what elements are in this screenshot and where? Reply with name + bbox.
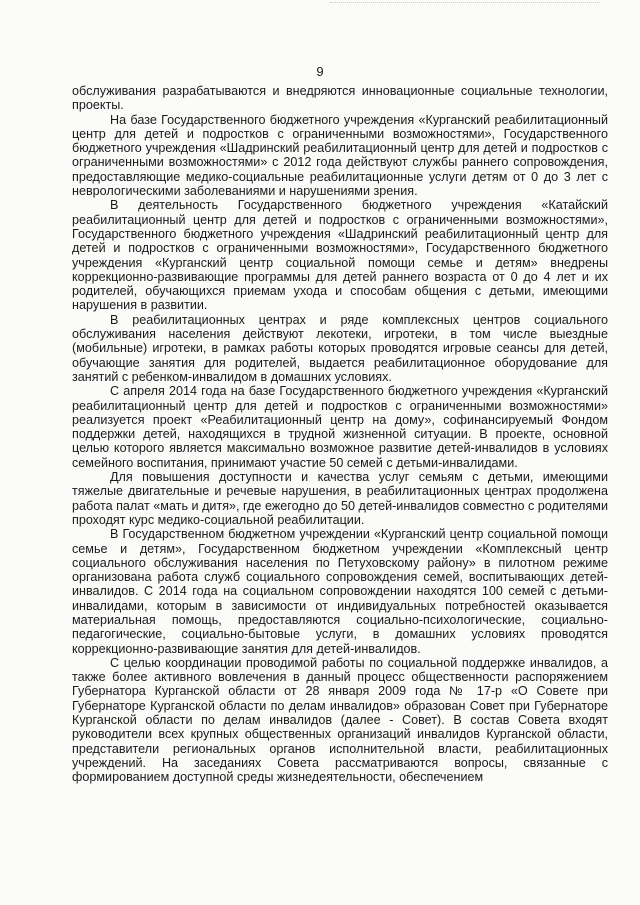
paragraph-3: В деятельность Государственного бюджетного учреждения «Катайский реабилитационный центр для детей и подростков с ограниченными возможностями», Государственного бюджетного учреждения «Шадринский реабилитационный центр для детей и подростков с ограниченными возможностями», Государственного бюджетного учреждения «Курганский центр социальной помощи семье и детям» внедрены коррекционно-развивающие программы для детей раннего возраста от 0 до 4 лет и их родителей, обучающихся приемам ухода и способам общения с детьми, имеющими нарушения в развитии. <box>72 198 608 313</box>
paragraph-7: В Государственном бюджетном учреждении «Курганский центр социальной помощи семье и детям», Государственном бюджетном учреждении «Комплексный центр социального обслуживания населения по Петуховскому району» в пилотном режиме организована работа служб социального сопровождения семей, воспитывающих детей-инвалидов. С 2014 года на социальном сопровождении находятся 100 семей с детьми-инвалидами, которым в зависимости от индивидуальных потребностей оказывается материальная помощь, предоставляются социально-психологические, социально-педагогические, социально-бытовые услуги, в домашних условиях проводятся коррекционно-развивающие занятия для детей-инвалидов. <box>72 527 608 656</box>
paragraph-5: С апреля 2014 года на базе Государственного бюджетного учреждения «Курганский реабилитационный центр для детей и подростков с ограниченными возможностями» реализуется проект «Реабилитационный центр на дому», софинансируемый Фондом поддержки детей, находящихся в трудной жизненной ситуации. В проекте, основной целью которого является максимально возможное развитие детей-инвалидов в условиях семейного воспитания, принимают участие 50 семей с детьми-инвалидами. <box>72 384 608 470</box>
scan-artifact <box>330 2 600 5</box>
page-number: 9 <box>316 64 324 79</box>
paragraph-4: В реабилитационных центрах и ряде комплексных центров социального обслуживания населения действуют лекотеки, игротеки, в том числе выездные (мобильные) игротеки, в рамках работы которых проводятся игровые сеансы для детей, обучающие занятия для родителей, выдается реабилитационное оборудование для занятий с ребенком-инвалидом в домашних условиях. <box>72 312 608 384</box>
paragraph-8: С целью координации проводимой работы по социальной поддержке инвалидов, а также более активного вовлечения в данный процесс общественности распоряжением Губернатора Курганской области от 28 января 2009 года № 17-р «О Совете при Губернаторе Курганской области по делам инвалидов» образован Совет при Губернаторе Курганской области по делам инвалидов (далее - Совет). В состав Совета входят руководители всех крупных общественных организаций инвалидов Курганской области, представители региональных органов исполнительной власти, реабилитационных учреждений. На заседаниях Совета рассматриваются вопросы, связанные с формированием доступной среды жизнедеятельности, обеспечением <box>72 655 608 785</box>
paragraph-1: обслуживания разрабатываются и внедряются инновационные социальные технологии, проекты. <box>72 84 608 113</box>
document-body <box>72 84 608 785</box>
paragraph-6: Для повышения доступности и качества услуг семьям с детьми, имеющими тяжелые двигательные и речевые нарушения, в реабилитационных центрах продолжена работа палат «мать и дитя», где ежегодно до 50 детей-инвалидов совместно с родителями проходят курс медико-социальной реабилитации. <box>72 470 608 527</box>
paragraph-2: На базе Государственного бюджетного учреждения «Курганский реабилитационный центр для детей и подростков с ограниченными возможностями», Государственного бюджетного учреждения «Шадринский реабилитационный центр для детей и подростков с ограниченными возможностями» с 2012 года действуют службы раннего сопровождения, предоставляющие медико-социальные реабилитационные услуги детям от 0 до 3 лет с неврологическими заболеваниями и нарушениями зрения. <box>72 112 608 199</box>
